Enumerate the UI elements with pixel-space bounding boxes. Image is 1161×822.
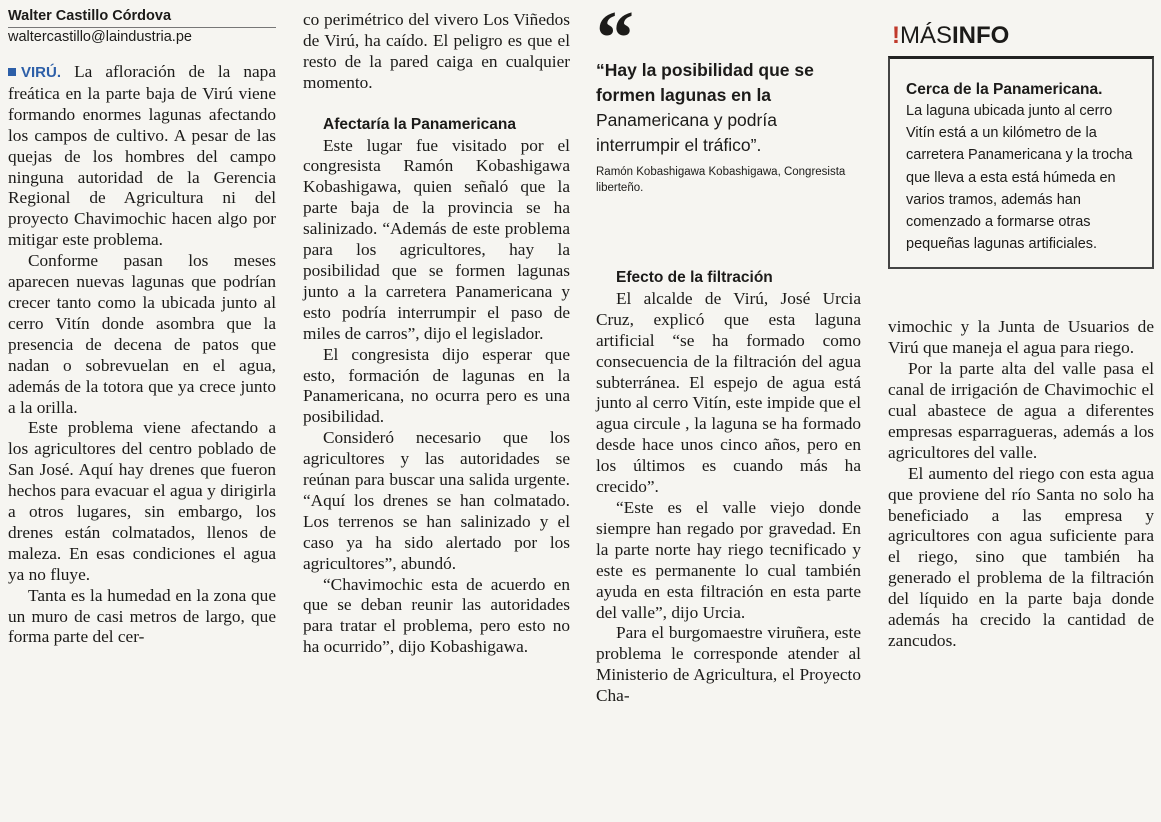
masinfo-mas: MÁS <box>900 22 953 49</box>
paragraph: Tanta es la humedad en la zona que un muro de casi metros de largo, que forma parte del cer- <box>8 585 276 647</box>
paragraph: Para el burgomaestre viruñera, este problema le corresponde atender al Ministerio de Agricultura, el Proyecto Cha- <box>596 623 861 706</box>
masinfo-box <box>888 56 1154 269</box>
location-marker-icon <box>8 68 16 76</box>
paragraph: Por la parte alta del valle pasa el canal de irrigación de Chavimochic el cual abastece de agua a diferentes empresas esparragueras, además a los agricultores del valle. <box>888 359 1154 462</box>
masinfo-text: La laguna ubicada junto al cerro Vitín está a un kilómetro de la carretera Panamericana y la trocha que lleva a esta está húmeda en varios tramos, además han comenzado a formarse otras pequeñas lagunas artificiales. <box>906 103 1133 253</box>
paragraph: “Este es el valle viejo donde siempre han regado por gravedad. En la parte norte hay riego tecnificado y este es permanente lo cual también ayuda en esta filtración en esta parte del valle”, dijo Urcia. <box>596 497 861 622</box>
paragraph: Este problema viene afectando a los agricultores del centro poblado de San José. Aquí hay drenes que fueron hechos para evacuar el agua y dirigirla a otros lugares, sin embargo, los drenes están colmatados, llenos de maleza. En esas condiciones el agua ya no fluye. <box>8 418 276 584</box>
column-4 <box>888 0 1154 652</box>
column-3 <box>596 0 861 707</box>
location-label: VIRÚ. <box>21 64 62 81</box>
pull-quote-attribution: Ramón Kobashigawa Kobashigawa, Congresista liberteño. <box>596 166 846 194</box>
spacer <box>303 94 570 115</box>
paragraph: Este lugar fue visitado por el congresista Ramón Kobashigawa Kobashigawa, quien señaló que la parte baja de la provincia se ha salinizado. “Además de este problema para los agricultores, hay la posibilidad que se formen lagunas junto a la carretera Panamericana y esto podría interrumpir el paso de miles de carros”, dijo el legislador. <box>303 135 570 343</box>
pull-quote-text: Panamericana y podría interrumpir el tráfico”. <box>596 110 777 155</box>
paragraph: “Chavimochic esta de acuerdo en que se deban reunir las autoridades para tratar el problema, pero esto no ha ocurrido”, dijo Kobashigawa. <box>303 574 570 657</box>
paragraph: vimochic y la Junta de Usuarios de Virú que maneja el agua para riego. <box>888 317 1154 358</box>
paragraph: El aumento del riego con esta agua que proviene del río Santa no solo ha beneficiado a las empresa y agricultores con agua suficiente para el riego, sino que también ha generado el problema de la filtración del líquido en la parte baja donde además ha crecido la cantidad de zancudos. <box>888 463 1154 651</box>
column-2 <box>303 10 570 658</box>
paragraph: Conforme pasan los meses aparecen nuevas lagunas que podrían crecer tanto como la ubicada junto al cerro Vitín donde asombra que la presencia de decena de patos que nadan o sobrevuelan en el agua, además de la totora que ya crece junto a la orilla. <box>8 251 276 417</box>
spacer <box>596 196 861 268</box>
paragraph: co perimétrico del vivero Los Viñedos de Virú, ha caído. El peligro es que el resto de la pared caiga en cualquier momento. <box>303 10 570 92</box>
paragraph: El congresista dijo esperar que esto, formación de lagunas en la Panamericana, no ocurra pero es una posibilidad. <box>303 344 570 427</box>
subheading-filtracion: Efecto de la filtración <box>616 269 773 286</box>
lead-text: La afloración de la napa freática en la parte baja de Virú viene formando enormes lagunas afectando los campos de cultivo. A pesar de las quejas de los hombres del campo ninguna autoridad de la Gerencia Regional de Agricultura ni del proyecto Chavimochic hacen algo por mitigar este problema. <box>8 62 276 250</box>
pull-quote-bold: “Hay la posibilidad que se formen lagunas en la <box>596 60 814 105</box>
masinfo-title: Cerca de la Panamericana. <box>906 81 1103 98</box>
column-1 <box>8 8 276 648</box>
masinfo-exclamation-icon: ! <box>892 22 900 49</box>
byline-rule <box>8 27 276 28</box>
lead-paragraph <box>8 62 276 251</box>
masinfo-info: INFO <box>952 22 1010 49</box>
quote-mark-icon: “ <box>596 0 628 80</box>
byline-email: waltercastillo@laindustria.pe <box>8 29 192 45</box>
masinfo-header <box>892 22 1154 50</box>
paragraph: Consideró necesario que los agricultores y las autoridades se reúnan para buscar una salida urgente. “Aquí los drenes se han colmatado. Los terrenos se han salinizado y el caso ya ha sido alertado por los agricultores”, abundó. <box>303 428 570 573</box>
byline-name: Walter Castillo Córdova <box>8 8 172 24</box>
paragraph: El alcalde de Virú, José Urcia Cruz, explicó que esta laguna artificial “se ha formado como consecuencia de la filtración del agua subterránea. El espejo de agua está junto al cerro Vitín, este impide que el agua circule , la laguna se ha formado desde hace unos cinco años, pero en los últimos es cuando más ha crecido”. <box>596 288 861 497</box>
subheading-panamericana: Afectaría la Panamericana <box>323 115 516 133</box>
